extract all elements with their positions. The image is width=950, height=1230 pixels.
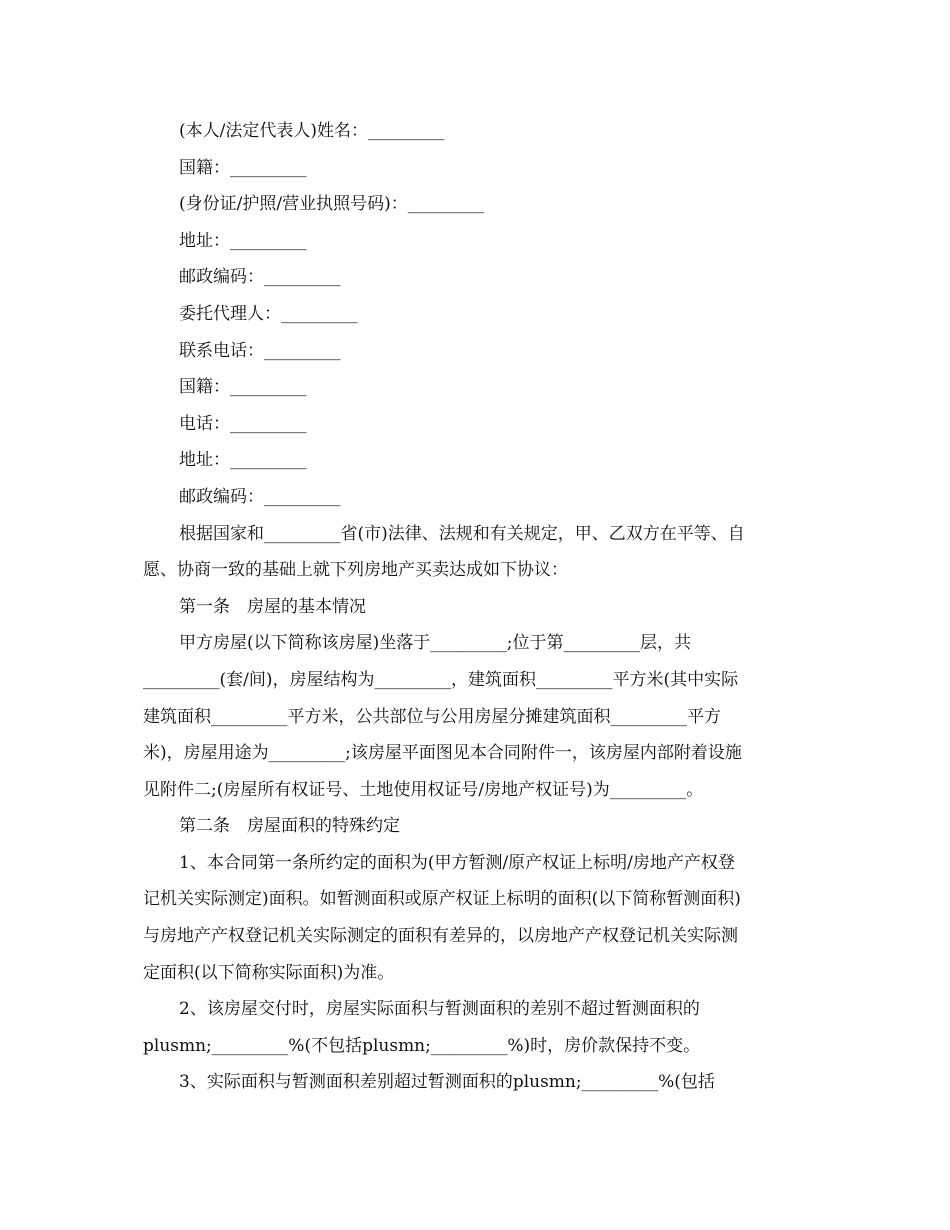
clause2-line: 2、该房屋交付时，房屋实际面积与暂测面积的差别不超过暂测面积的 (179, 999, 700, 1020)
field-agent: 委托代理人：_________ (179, 303, 358, 324)
field-agent-nationality: 国籍：_________ (179, 377, 307, 398)
field-contact-phone: 联系电话：_________ (179, 340, 341, 361)
article1-paragraph (143, 625, 807, 808)
intro-line: 根据国家和_________省(市)法律、法规和有关规定，甲、乙双方在平等、自 (179, 523, 745, 544)
clause1-line: 1、本合同第一条所约定的面积为(甲方暂测/原产权证上标明/房地产产权登 (179, 852, 735, 873)
article1-line: _________(套/间)，房屋结构为_________，建筑面积_________平方米(其中实际 (143, 669, 739, 690)
article1-line: 米)，房屋用途为_________;该房屋平面图见本合同附件一，该房屋内部附着设施 (143, 743, 742, 764)
intro-paragraph (143, 516, 807, 589)
clause1-line: 定面积(以下简称实际面积)为准。 (143, 962, 395, 983)
clause1-line: 记机关实际测定)面积。如暂测面积或原产权证上标明的面积(以下简称暂测面积) (143, 889, 741, 910)
clause2-line: plusmn;_________%(不包括plusmn;_________%)时，房价款保持不变。 (143, 1035, 701, 1056)
field-agent-postal-code: 邮政编码：_________ (179, 486, 341, 507)
party-info-fields (143, 113, 807, 516)
field-nationality: 国籍：_________ (179, 157, 307, 178)
field-agent-address: 地址：_________ (179, 450, 307, 471)
article2-clause3 (143, 1064, 807, 1101)
article2-clause2 (143, 991, 807, 1064)
field-id-number: (身份证/护照/营业执照号码)：_________ (179, 194, 485, 215)
article2-heading: 第二条 房屋面积的特殊约定 (179, 816, 400, 837)
clause3-line: 3、实际面积与暂测面积差别超过暂测面积的plusmn;_________%(包括 (179, 1072, 715, 1093)
field-name: (本人/法定代表人)姓名：_________ (179, 121, 445, 141)
article2-clause1 (143, 845, 807, 991)
field-address: 地址：_________ (179, 230, 307, 251)
field-phone: 电话：_________ (179, 413, 307, 434)
article1-line: 建筑面积_________平方米，公共部位与公用房屋分摊建筑面积_________平方 (143, 706, 721, 727)
contract-text (143, 113, 807, 1101)
clause1-line: 与房地产产权登记机关实际测定的面积有差异的，以房地产产权登记机关实际测 (143, 926, 738, 947)
article1-line: 甲方房屋(以下简称该房屋)坐落于_________;位于第_________层，共 (179, 633, 691, 654)
intro-line: 愿、协商一致的基础上就下列房地产买卖达成如下协议： (143, 560, 568, 581)
article1-heading: 第一条 房屋的基本情况 (179, 596, 366, 617)
field-postal-code: 邮政编码：_________ (179, 267, 341, 288)
article1-line: 见附件二;(房屋所有权证号、土地使用权证号/房地产权证号)为_________。 (143, 779, 704, 800)
